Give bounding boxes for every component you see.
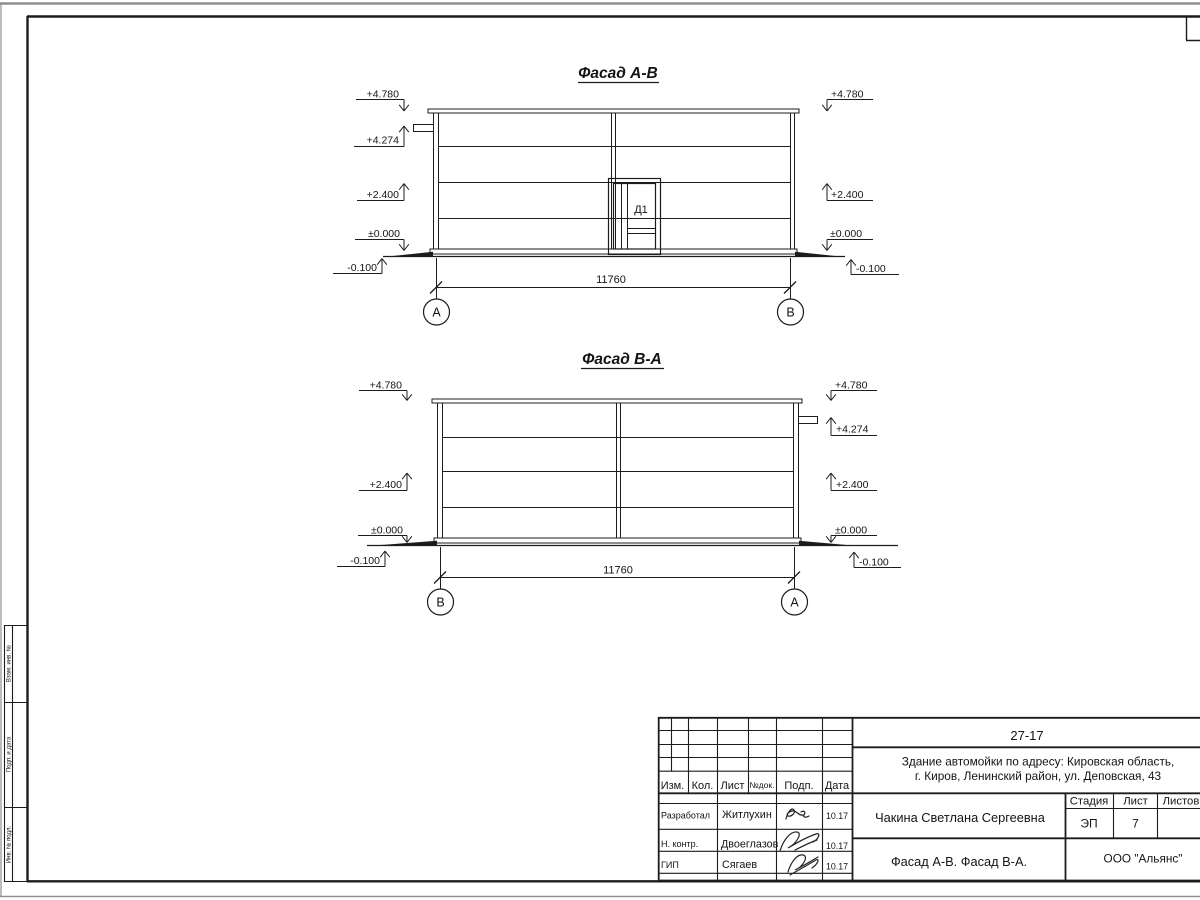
side-strip-label-vzam: Взам. инв. № (6, 644, 13, 683)
facade-top-building (414, 109, 800, 254)
side-strip-label-podp: Подп. и дата (6, 736, 13, 773)
name-ncontrol: Двоеглазов (721, 838, 779, 851)
signature-gip (788, 855, 818, 875)
base-band (430, 249, 797, 254)
elevation-mark: +4.780 (366, 88, 399, 101)
sheet-label: Лист (1123, 795, 1148, 808)
dimension-value: 11760 (596, 274, 626, 286)
door-label: Д1 (634, 204, 648, 216)
panel-lines (442, 438, 793, 508)
door-d1 (609, 179, 661, 255)
name-developer: Житлухин (722, 809, 772, 821)
project-address-line2: г. Киров, Ленинский район, ул. Деповская, 43 (914, 769, 1162, 783)
elevation-mark: -0.100 (347, 262, 377, 274)
facade-bottom-building (432, 399, 818, 543)
elevation-mark: -0.100 (856, 263, 886, 275)
facade-top-marks-left (333, 100, 409, 274)
elevation-mark: +4.274 (836, 423, 869, 436)
sheet-frame (27, 16, 1200, 882)
elevation-mark: +2.400 (366, 189, 399, 201)
elevation-mark: ±0.000 (367, 228, 400, 240)
doc-number: 27-17 (1010, 728, 1044, 743)
elevation-mark: +4.780 (835, 379, 868, 392)
roof-band (428, 109, 799, 113)
column-ndok: №док. (749, 780, 775, 790)
pipe-outlet-right (799, 417, 818, 424)
facade-top-marks-right (822, 100, 899, 275)
elevation-mark: ±0.000 (835, 524, 868, 537)
base-band (434, 538, 801, 543)
column-data: Дата (824, 780, 850, 792)
column-podp: Подп. (784, 780, 814, 792)
elevation-mark: +2.400 (369, 479, 402, 491)
date-developer: 10.17 (825, 811, 849, 821)
company-name: ООО "Альянс" (1103, 851, 1183, 866)
signature-ncontrol (780, 832, 819, 851)
elevation-mark: +4.780 (369, 379, 402, 392)
elevation-mark: -0.100 (350, 555, 380, 567)
facade-bottom-axes (428, 589, 808, 615)
corner-box (1186, 17, 1200, 41)
stage-label: Стадия (1069, 795, 1109, 808)
roof-band (432, 399, 802, 403)
wall-edges (438, 403, 799, 538)
axis-bubble-label: В (786, 305, 795, 320)
elevation-mark: +2.400 (831, 189, 864, 201)
elevation-mark: +2.400 (836, 479, 869, 491)
side-strip-label-inv: Инв. № подл. (6, 825, 13, 864)
facade-top-title: Фасад А-В (578, 65, 658, 82)
signatures (780, 809, 819, 875)
date-gip: 10.17 (825, 861, 849, 872)
drawing-title: Фасад А-В. Фасад В-А. (890, 854, 1028, 869)
panel-joint (617, 403, 621, 538)
axis-bubble-label: В (436, 595, 445, 610)
facade-bottom-title: Фасад В-А (582, 351, 662, 368)
project-address-line1: Здание автомойки по адресу: Кировская область, (901, 754, 1175, 769)
axis-bubble-label: А (790, 595, 799, 610)
role-ncontrol: Н. контр. (661, 839, 699, 849)
column-izm: Изм. (660, 780, 685, 792)
elevation-mark: +4.780 (831, 88, 864, 101)
dimension-value: 11760 (603, 564, 633, 577)
stage-value: ЭП (1080, 816, 1098, 831)
column-kol: Кол. (691, 780, 714, 792)
facade-top-axes (424, 299, 804, 325)
role-developer: Разработал (661, 810, 710, 821)
author-name: Чакина Светлана Сергеевна (875, 810, 1045, 825)
name-gip: Сягаев (722, 859, 758, 871)
date-ncontrol: 10.17 (825, 841, 849, 851)
axis-bubble-label: А (432, 305, 441, 320)
pipe-outlet-left (414, 125, 434, 132)
elevation-mark: +4.274 (366, 134, 399, 147)
role-gip: ГИП (661, 860, 679, 870)
elevation-mark: ±0.000 (830, 228, 863, 240)
sheet-number: 7 (1132, 816, 1139, 831)
signature-developer (786, 809, 809, 819)
elevation-mark: -0.100 (859, 556, 889, 569)
column-list: Лист (720, 780, 745, 792)
elevation-mark: ±0.000 (370, 524, 403, 537)
sheets-label: Листов (1162, 795, 1200, 808)
